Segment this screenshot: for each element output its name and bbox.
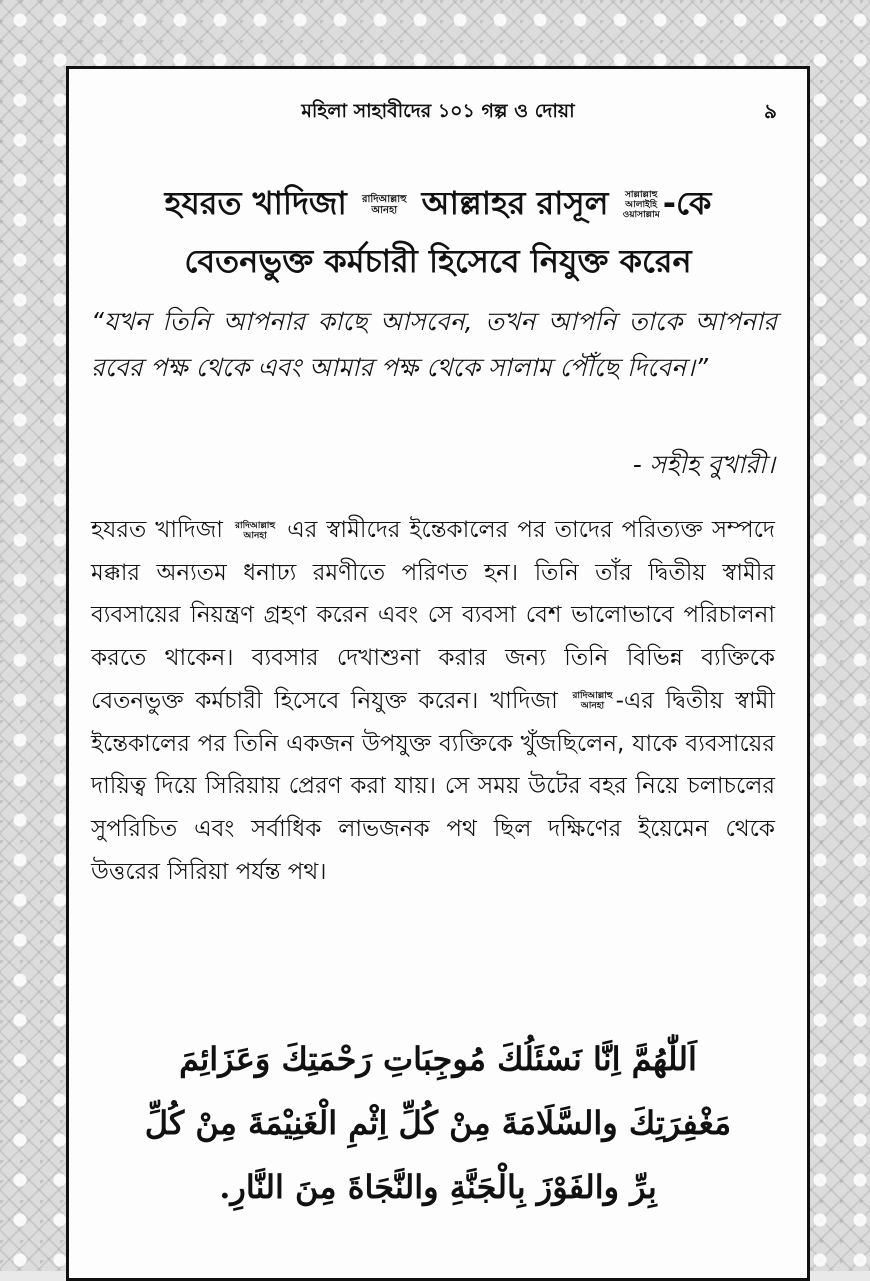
honorific-line: রাদিআল্লাহু bbox=[572, 691, 613, 702]
dua-line2: مَغْفِرَتِكَ والسَّلَامَةَ مِنْ كُلِّ اِثْمِ الْغَنِيْمَةَ مِنْ كُلِّ bbox=[144, 1104, 732, 1142]
chapter-title-line1 bbox=[89, 174, 787, 232]
dua-line3: بِرِّ والفَوْزَ بِالْجَنَّةِ والنَّجَاةَ مِنَ النَّارِ. bbox=[219, 1168, 657, 1206]
body-part2: এর স্বামীদের ইন্তেকালের পর তাদের পরিত্যক্ত সম্পদে মক্কার অন্যতম ধনাঢ্য রমণীতে পরিণত হন। তিনি তাঁর দ্বিতীয় স্বামীর ব্যবসায়ের নিয়ন্ত্রণ গ্রহণ করেন এবং সে ব্যবসা বেশ ভালোভাবে পরিচালনা করতে থাকেন। ব্যবসার দেখাশুনা করার জন্য তিনি বিভিন্ন ব্যক্তিকে বেতনভুক্ত কর্মচারী হিসেবে নিযুক্ত করেন। খাদিজা bbox=[91, 517, 775, 714]
honorific-line: আলাইহি bbox=[625, 200, 658, 210]
book-title: মহিলা সাহাবীদের ১০১ গল্প ও দোয়া bbox=[301, 100, 575, 122]
honorific-radiallahu-anha bbox=[572, 691, 612, 711]
page-number: ৯ bbox=[764, 99, 777, 123]
chapter-title-part3: -কে bbox=[662, 184, 712, 222]
honorific-radiallahu-anha bbox=[235, 521, 275, 541]
chapter-title-line2: বেতনভুক্ত কর্মচারী হিসেবে নিযুক্ত করেন bbox=[184, 242, 692, 280]
honorific-sallallahu-alaihi-wasallam bbox=[623, 190, 660, 220]
honorific-line: আনহা bbox=[243, 530, 267, 541]
dua-line1: اَللّٰهُمَّ اِنَّا نَسْئَلُكَ مُوجِبَاتِ رَحْمَتِكَ وَعَزَائِمَ bbox=[179, 1040, 697, 1078]
body-part3: -এর দ্বিতীয় স্বামী ইন্তেকালের পর তিনি একজন উপযুক্ত ব্যক্তিকে খুঁজছিলেন, যাকে ব্যবসায়ের দায়িত্ব দিয়ে সিরিয়ায় প্রেরণ করা যায়। সে সময় উটের বহর নিয়ে চলাচলের সুপরিচিত এবং সর্বাধিক লাভজনক পথ ছিল দক্ষিণের ইয়েমেন থেকে উত্তরের সিরিয়া পর্যন্ত পথ। bbox=[91, 687, 775, 885]
quote-source: - সহীহ বুখারী। bbox=[632, 450, 775, 479]
hadith-quote: “যখন তিনি আপনার কাছে আসবেন, তখন আপনি তাকে আপনার রবের পক্ষ থেকে এবং আমার পক্ষ থেকে সালাম পৌঁছে দিবেন।” bbox=[91, 307, 777, 382]
honorific-line: আনহা bbox=[371, 205, 398, 216]
honorific-line: ওয়াসাল্লাম bbox=[622, 210, 660, 220]
honorific-line: আনহা bbox=[580, 701, 605, 712]
book-page bbox=[66, 66, 810, 1281]
arabic-dua bbox=[129, 1027, 747, 1219]
chapter-title-part1: হযরত খাদিজা bbox=[164, 184, 347, 222]
chapter-title-part2: আল্লাহর রাসূল bbox=[421, 184, 609, 222]
chapter-title bbox=[89, 174, 787, 290]
honorific-line: রাদিআল্লাহু bbox=[235, 520, 276, 531]
honorific-line: রাদিআল্লাহু bbox=[361, 194, 407, 205]
body-paragraph bbox=[91, 509, 775, 893]
honorific-line: সাল্লাল্লাহু bbox=[624, 190, 658, 200]
running-header bbox=[69, 94, 807, 128]
honorific-radiallahu-anha bbox=[362, 194, 407, 216]
body-part1: হযরত খাদিজা bbox=[91, 517, 223, 543]
